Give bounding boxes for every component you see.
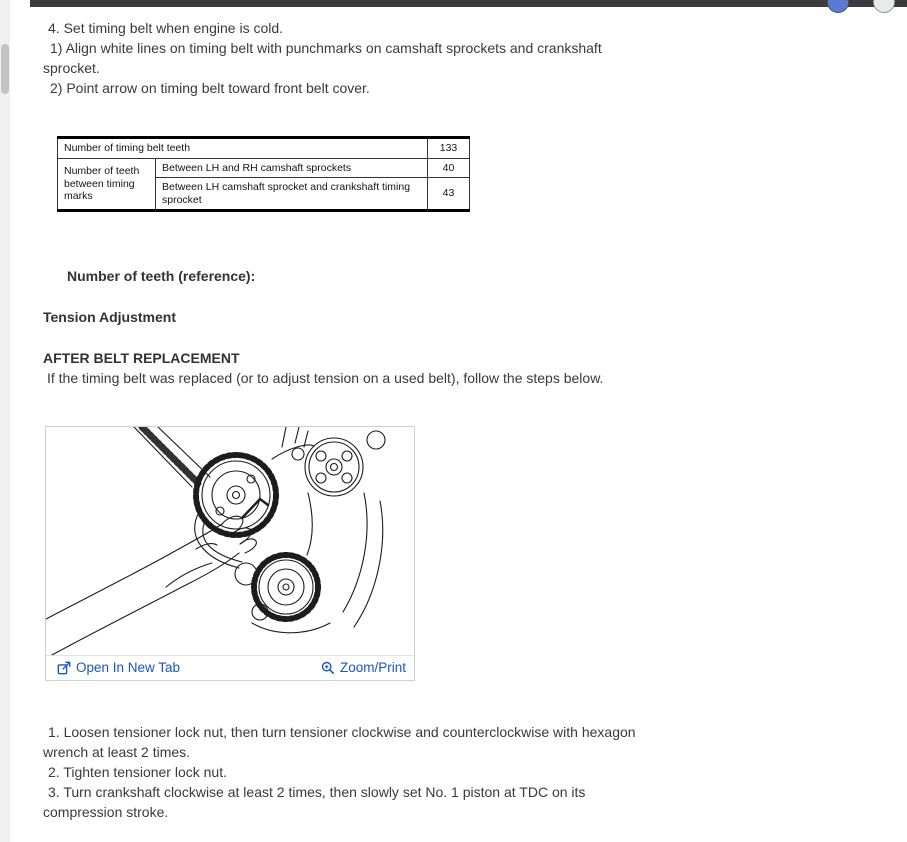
subsection-heading: AFTER BELT REPLACEMENT <box>43 350 240 366</box>
diagram-figure <box>45 426 415 681</box>
zoom-plus-icon <box>321 661 335 675</box>
table-row <box>58 138 470 159</box>
substep-1-text: 1) Align white lines on timing belt with punchmarks on camshaft sprockets and crankshaft sprocket. <box>43 40 602 76</box>
top-toolbar <box>30 0 907 7</box>
timing-belt-diagram <box>46 427 414 655</box>
after-replacement-steps <box>43 722 661 822</box>
after-step-2: 2. Tighten tensioner lock nut. <box>48 764 227 780</box>
table-cell-value: 133 <box>428 138 470 159</box>
subsection-intro: If the timing belt was replaced (or to adjust tension on a used belt), follow the steps below. <box>47 370 604 386</box>
table-cell-label: Between LH and RH camshaft sprockets <box>156 158 428 178</box>
reference-heading: Number of teeth (reference): <box>67 268 256 284</box>
user-avatar-icon[interactable] <box>827 0 849 13</box>
left-scrollbar-track[interactable] <box>0 0 10 842</box>
substep-2-text: 2) Point arrow on timing belt toward front belt cover. <box>50 80 370 96</box>
open-in-new-icon <box>57 661 71 675</box>
table-cell-group-label: Number of teeth between timing marks <box>58 158 156 211</box>
table-cell-label: Between LH camshaft sprocket and crankshaft timing sprocket <box>156 178 428 211</box>
after-step-1: 1. Loosen tensioner lock nut, then turn tensioner clockwise and counterclockwise with hexagon wrench at least 2 times. <box>43 724 636 760</box>
scrollbar-thumb[interactable] <box>1 44 9 94</box>
section-heading: Tension Adjustment <box>43 309 176 325</box>
secondary-avatar-icon[interactable] <box>873 0 895 13</box>
article-content <box>43 18 661 822</box>
zoom-print-link[interactable] <box>321 658 406 678</box>
table-row <box>58 158 470 178</box>
after-step-3: 3. Turn crankshaft clockwise at least 2 times, then slowly set No. 1 piston at TDC on its compression stroke. <box>43 784 586 820</box>
open-in-new-tab-label: Open In New Tab <box>76 660 181 675</box>
step-4-text: 4. Set timing belt when engine is cold. <box>48 20 284 36</box>
table-cell-value: 40 <box>428 158 470 178</box>
figure-action-bar <box>46 655 414 680</box>
timing-teeth-table <box>57 136 470 212</box>
table-cell-value: 43 <box>428 178 470 211</box>
open-in-new-tab-link[interactable] <box>57 658 180 678</box>
table-cell-label: Number of timing belt teeth <box>58 138 428 159</box>
zoom-print-label: Zoom/Print <box>339 660 406 675</box>
